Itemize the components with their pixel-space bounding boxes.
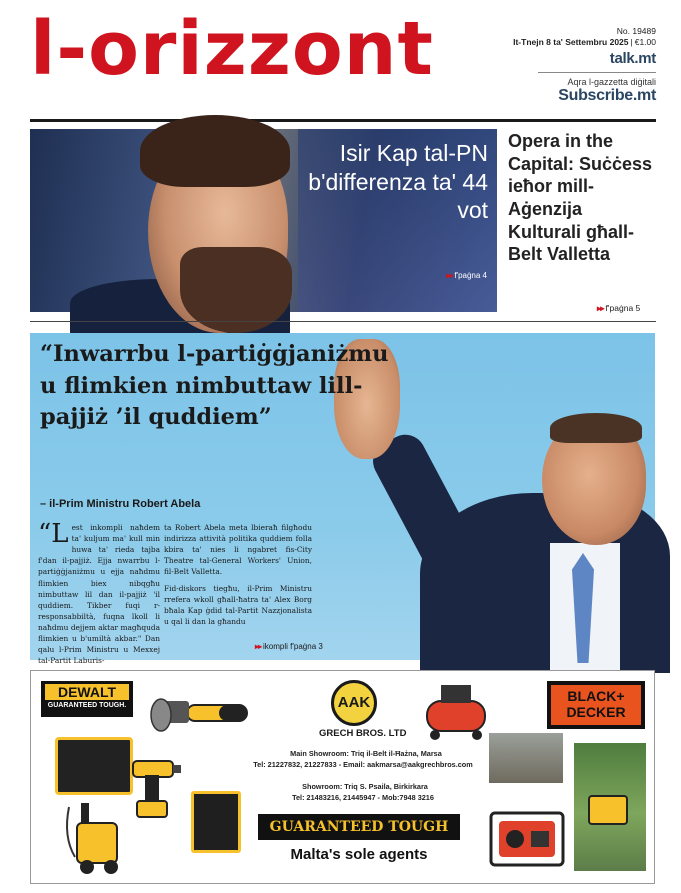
drop-cap: “L — [38, 519, 69, 549]
side-story-headline[interactable]: Opera in the Capital: Suċċess ieħor mill-Aġenzija Kulturali għall-Belt Valletta — [508, 131, 653, 265]
article-column-2 — [164, 522, 312, 632]
pressure-washer-image — [63, 797, 133, 875]
pressure-washer-photo — [489, 733, 563, 783]
page-ref-label: f'paġna 4 — [454, 271, 487, 280]
issue-price: €1.00 — [634, 37, 656, 47]
company-name: GRECH BROS. LTD — [319, 728, 407, 739]
sole-agents-slogan: Malta's sole agents — [290, 846, 428, 863]
main-showroom-contacts: Tel: 21227832, 21227833 - Email: aakmarsa@aakgrechbros.com — [253, 760, 473, 769]
feature-continue-ref[interactable] — [255, 642, 323, 651]
portable-generator-image — [487, 803, 567, 873]
page-ref-label: ikompli f'paġna 3 — [263, 642, 323, 651]
digital-tagline: Aqra l-gazzetta diġitali — [567, 77, 656, 87]
laser-level-image — [191, 791, 241, 853]
issue-date-line: It-Tnejn 8 ta' Settembru 2025 | €1.00 — [513, 37, 656, 47]
guaranteed-tough-banner: GUARANTEED TOUGH — [258, 814, 460, 840]
top-story-headline[interactable]: Isir Kap tal-PN b'differenza ta' 44 vot — [308, 140, 488, 224]
double-chevron-right-icon: ▸▸ — [255, 642, 262, 651]
newspaper-logo[interactable]: l-orizzont — [30, 6, 434, 92]
second-showroom-address: Showroom: Triq S. Psaila, Birkirkara — [302, 782, 428, 791]
section-divider — [30, 321, 656, 322]
masthead — [30, 6, 660, 118]
dewalt-logo — [41, 681, 133, 717]
issue-date: It-Tnejn 8 ta' Settembru 2025 — [513, 37, 629, 47]
dewalt-wordmark: DEWALT — [45, 684, 129, 700]
photo-figure-hair — [140, 115, 290, 187]
generator-garden-photo — [574, 743, 646, 871]
side-story-page-ref[interactable] — [597, 303, 640, 314]
page-ref-label: f'paġna 5 — [605, 303, 641, 313]
article-column-1 — [38, 519, 160, 666]
double-chevron-right-icon: ▸▸ — [446, 271, 453, 280]
article-text: est inkompli naħdem ta' kuljum ma' kull min huwa ta' rieda tajba f'dan il-pajjiż. Ejja nwarrbu l-partiġġjaniżmu u ejja naħdmu flimkien biex nibqgħu nimbuttaw lil dan il-pajjiż 'il quddiem. Tikber fuqi r-responsabbiltà, fuqna lkoll li naħdmu dejjem aktar magħquda flimkien u b'umiltà akbar." Dan qalu l-Prim Ministru u Mexxej tal-Partit Laburis- — [38, 523, 160, 666]
article-paragraph: ta Robert Abela meta lbieraħ filgħodu indirizza attività politika quddiem folla kbira ta' nies li ngabret fis-City Theatre tal-General Workers' Union, fil-Belt Valletta. — [164, 523, 312, 577]
article-paragraph: Fid-diskors tiegħu, il-Prim Ministru rrefera wkoll għall-ħatra ta' Alex Borg bħala Kap ġdid tal-Partit Nazzjonalista u qal li dan la għandu — [164, 583, 312, 626]
subscribe-link[interactable]: Subscribe.mt — [558, 87, 656, 104]
issue-number: No. 19489 — [616, 26, 656, 36]
double-chevron-right-icon: ▸▸ — [597, 303, 604, 313]
masthead-divider — [30, 119, 656, 122]
top-story-page-ref[interactable] — [446, 271, 487, 280]
photo-figure-hair — [550, 413, 642, 443]
main-showroom-address: Main Showroom: Triq il-Belt il-Ħażna, Marsa — [290, 749, 442, 758]
generator-image — [588, 795, 628, 825]
top-story-photo[interactable] — [30, 129, 497, 312]
feature-story — [30, 333, 655, 666]
talk-link[interactable]: talk.mt — [609, 50, 656, 67]
angle-grinder-image — [149, 693, 249, 733]
second-showroom-contacts: Tel: 21483216, 21445947 - Mob:7948 3216 — [292, 793, 434, 802]
air-compressor-image — [421, 679, 491, 741]
advertisement[interactable] — [30, 670, 655, 884]
divider — [538, 72, 656, 73]
black-decker-wordmark: BLACK+ DECKER — [551, 685, 641, 725]
quote-attribution: – il-Prim Ministru Robert Abela — [40, 498, 201, 510]
aak-logo: AAK — [331, 680, 377, 726]
black-decker-logo — [547, 681, 645, 729]
cordless-drill-image — [129, 755, 181, 819]
feature-quote-headline[interactable]: “Inwarrbu l-partiġġjaniżmu u flimkien nimbuttaw lill-pajjiż ’il quddiem” — [40, 341, 389, 430]
dewalt-tagline: GUARANTEED TOUGH. — [47, 702, 127, 709]
tool-case-image — [55, 737, 133, 795]
